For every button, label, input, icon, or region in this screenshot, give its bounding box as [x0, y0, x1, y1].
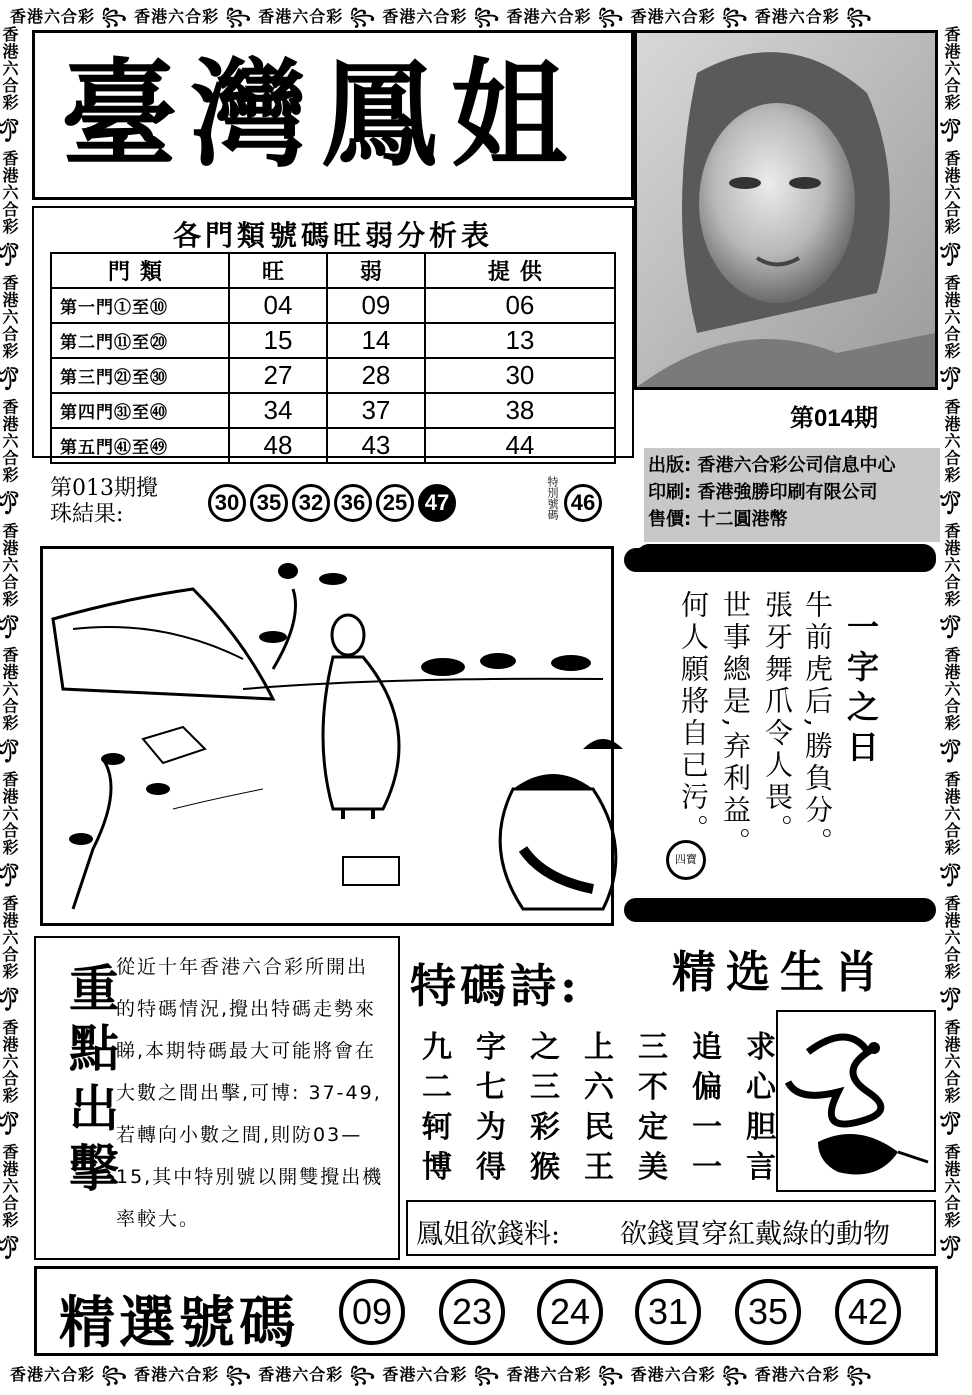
poem-char: 上 [584, 1030, 614, 1065]
money-text: 欲錢買穿紅戴綠的動物 [620, 1219, 890, 1250]
border-left: 香港六合彩 ꧂ 香港六合彩 ꧂ 香港六合彩 ꧂ 香港六合彩 ꧂ 香港六合彩 ꧂ 香港六合彩 ꧂ 香港六合彩 ꧂ 香港六合彩 ꧂ 香港六合彩 ꧂ 香港六合彩 ꧂ [0, 26, 19, 1261]
col-header-weak: 弱 [327, 253, 425, 288]
results-label-line2: 珠結果: [50, 502, 124, 527]
zodiac-title: 精选生肖 [672, 947, 888, 998]
poem-char: 民 [584, 1110, 614, 1145]
poem-char: 追 [692, 1030, 722, 1065]
table-row [51, 323, 615, 358]
key-point-heading: 重點出擊 [61, 962, 120, 1202]
yizi-bottom-bar [624, 898, 936, 922]
poem-char: 求 [746, 1030, 776, 1065]
border-bottom: 香港六合彩 ꧂ 香港六合彩 ꧂ 香港六合彩 ꧂ 香港六合彩 ꧂ 香港六合彩 ꧂ 香港六合彩 ꧂ 香港六合彩 ꧂ [10, 1365, 873, 1384]
weak-cell: 09 [327, 288, 425, 323]
draw-results [50, 476, 630, 540]
price-line: 售價: 十二圓港幣 [648, 509, 788, 530]
selected-number: 35 [735, 1279, 801, 1345]
poem-char: 字 [476, 1030, 506, 1065]
publisher-line: 出版: 香港六合彩公司信息中心 [648, 455, 896, 476]
yizi-col: 世事總是,弃利益。 [719, 590, 752, 859]
illustration [40, 546, 614, 926]
money-label: 鳳姐欲錢料: [416, 1219, 561, 1250]
key-point-text: 從近十年香港六合彩所開出的特碼情況,攪出特碼走勢來睇,本期特碼最大可能將會在大數之間出擊,可博: 37-49,若轉向小數之間,則防03—15,其中特別號以開雙攪出機率較大。 [116, 956, 384, 1230]
door-cell: 第三門㉑至㉚ [51, 358, 229, 393]
results-label-line1: 第013期攪 [50, 476, 158, 501]
poem-char: 三 [638, 1030, 668, 1065]
dragon-image [776, 1010, 936, 1192]
poem-char: 心 [746, 1070, 776, 1105]
issue-number: 第014期 [790, 405, 879, 432]
poem-title: 特碼詩: [410, 959, 581, 1013]
result-ball: 30 [208, 484, 246, 522]
yizi-col: 牛前虎后,勝負分。 [801, 590, 834, 859]
result-ball: 25 [376, 484, 414, 522]
strong-cell: 15 [229, 323, 327, 358]
selected-number: 42 [835, 1279, 901, 1345]
poem-char: 王 [584, 1150, 614, 1185]
table-row [51, 428, 615, 463]
table-row [51, 358, 615, 393]
result-ball: 47 [418, 484, 456, 522]
printer-line: 印刷: 香港強勝印刷有限公司 [648, 482, 878, 503]
door-cell: 第一門①至⑩ [51, 288, 229, 323]
result-ball: 32 [292, 484, 330, 522]
selected-panel [34, 1266, 938, 1356]
poem-char: 定 [638, 1110, 668, 1145]
col-header-strong: 旺 [229, 253, 327, 288]
analysis-panel [32, 206, 634, 458]
seal-stamp [666, 840, 706, 880]
border-right: 香港六合彩 ꧂ 香港六合彩 ꧂ 香港六合彩 ꧂ 香港六合彩 ꧂ 香港六合彩 ꧂ 香港六合彩 ꧂ 香港六合彩 ꧂ 香港六合彩 ꧂ 香港六合彩 ꧂ 香港六合彩 ꧂ [942, 26, 961, 1261]
offer-cell: 06 [425, 288, 615, 323]
result-ball: 36 [334, 484, 372, 522]
offer-cell: 30 [425, 358, 615, 393]
poem-char: 七 [476, 1070, 506, 1105]
poem-char: 言 [746, 1150, 776, 1185]
money-panel [406, 1200, 936, 1256]
special-label: 特別號碼 [546, 476, 559, 520]
weak-cell: 37 [327, 393, 425, 428]
poem-char: 九 [422, 1030, 452, 1065]
poem-char: 美 [638, 1150, 668, 1185]
door-cell: 第二門⑪至⑳ [51, 323, 229, 358]
yizi-col: 何人願將自已污。 [677, 590, 710, 846]
strong-cell: 48 [229, 428, 327, 463]
yizi-col: 張牙舞爪令人畏。 [761, 590, 794, 846]
offer-cell: 38 [425, 393, 615, 428]
analysis-title: 各門類號碼旺弱分析表 [172, 219, 493, 252]
poem-char: 一 [692, 1110, 722, 1145]
poem-grid [410, 1022, 788, 1185]
weak-cell: 28 [327, 358, 425, 393]
poem-char: 二 [422, 1070, 452, 1105]
seal-text: 四寶 [675, 853, 697, 866]
weak-cell: 14 [327, 323, 425, 358]
poem-char: 六 [584, 1070, 614, 1105]
analysis-table [50, 252, 616, 464]
special-ball: 46 [564, 484, 602, 522]
selected-label: 精選號碼 [59, 1291, 299, 1356]
poem-row [410, 1062, 788, 1105]
poem-row [410, 1142, 788, 1185]
cover-photo-image [637, 33, 935, 387]
poem-char: 彩 [530, 1110, 560, 1145]
col-header-door: 門類 [51, 253, 229, 288]
offer-cell: 13 [425, 323, 615, 358]
result-ball: 35 [250, 484, 288, 522]
weak-cell: 43 [327, 428, 425, 463]
door-cell: 第四門㉛至㊵ [51, 393, 229, 428]
selected-number: 09 [339, 1279, 405, 1345]
poem-char: 三 [530, 1070, 560, 1105]
dragon-icon [778, 1012, 934, 1190]
ink-painting-image [43, 549, 611, 923]
door-cell: 第五門㊶至㊾ [51, 428, 229, 463]
publisher-info [644, 448, 940, 542]
key-point-panel [34, 936, 400, 1260]
offer-cell: 44 [425, 428, 615, 463]
poem-char: 得 [476, 1150, 506, 1185]
strong-cell: 04 [229, 288, 327, 323]
poem-char: 一 [692, 1150, 722, 1185]
selected-number: 23 [439, 1279, 505, 1345]
poem-row [410, 1022, 788, 1065]
poem-char: 轲 [422, 1110, 452, 1145]
table-row [51, 393, 615, 428]
yizi-top-bar [624, 548, 936, 572]
yizi-heading: 一字之日 [842, 610, 880, 770]
poem-char: 博 [422, 1150, 452, 1185]
poem-row [410, 1102, 788, 1145]
poem-char: 偏 [692, 1070, 722, 1105]
col-header-offer: 提供 [425, 253, 615, 288]
poem-char: 猴 [530, 1150, 560, 1185]
poem-char: 为 [476, 1110, 506, 1145]
selected-number: 31 [635, 1279, 701, 1345]
poem-char: 之 [530, 1030, 560, 1065]
masthead-title: 臺灣鳳姐 [61, 47, 581, 183]
poem-char: 胆 [746, 1110, 776, 1145]
border-top: 香港六合彩 ꧂ 香港六合彩 ꧂ 香港六合彩 ꧂ 香港六合彩 ꧂ 香港六合彩 ꧂ 香港六合彩 ꧂ 香港六合彩 ꧂ [10, 7, 873, 26]
masthead [32, 30, 634, 200]
selected-number: 24 [537, 1279, 603, 1345]
strong-cell: 27 [229, 358, 327, 393]
poem-char: 不 [638, 1070, 668, 1105]
strong-cell: 34 [229, 393, 327, 428]
cover-photo [634, 30, 938, 390]
table-row [51, 288, 615, 323]
